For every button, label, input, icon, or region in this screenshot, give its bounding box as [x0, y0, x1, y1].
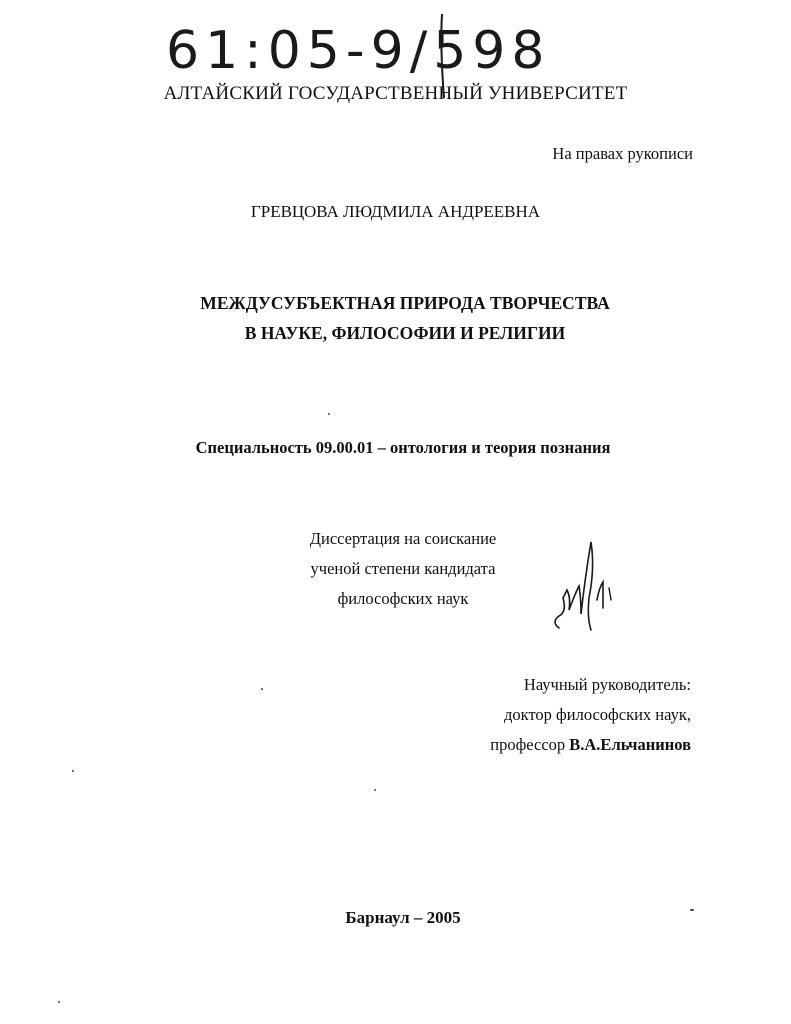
scan-speck — [328, 413, 330, 415]
title-line-2: В НАУКЕ, ФИЛОСОФИИ И РЕЛИГИИ — [244, 323, 566, 343]
dissertation-title — [0, 288, 791, 348]
supervisor-line-1: Научный руководитель: — [523, 675, 691, 694]
scan-speck — [58, 1001, 60, 1003]
title-line-1: МЕЖДУСУБЪЕКТНАЯ ПРИРОДА ТВОРЧЕСТВА — [200, 293, 610, 313]
degree-line-3: философских наук — [337, 589, 469, 608]
supervisor-name: В.А.Ельчанинов — [569, 735, 691, 754]
degree-line-1: Диссертация на соискание — [309, 529, 497, 548]
scan-speck — [261, 688, 263, 690]
supervisor-line-2: доктор философских наук, — [504, 705, 691, 724]
supervisor-title: профессор — [490, 735, 566, 754]
city-and-year: Барнаул – 2005 — [345, 908, 461, 927]
scan-speck — [72, 770, 74, 772]
signature-icon — [545, 538, 625, 638]
university-name: АЛТАЙСКИЙ ГОСУДАРСТВЕННЫЙ УНИВЕРСИТЕТ — [163, 83, 628, 104]
degree-statement — [260, 524, 546, 614]
manuscript-rights-note: На правах рукописи — [552, 144, 693, 163]
author-name: ГРЕВЦОВА ЛЮДМИЛА АНДРЕЕВНА — [250, 202, 541, 221]
scientific-supervisor — [490, 670, 691, 760]
archive-mark-text: 61:05-9/598 — [166, 21, 551, 81]
specialty-line: Специальность 09.00.01 – онтология и теория познания — [195, 438, 611, 457]
scan-speck — [374, 789, 376, 791]
supervisor-line-3 — [490, 730, 691, 760]
degree-line-2: ученой степени кандидата — [310, 559, 496, 578]
scan-speck — [690, 909, 694, 911]
